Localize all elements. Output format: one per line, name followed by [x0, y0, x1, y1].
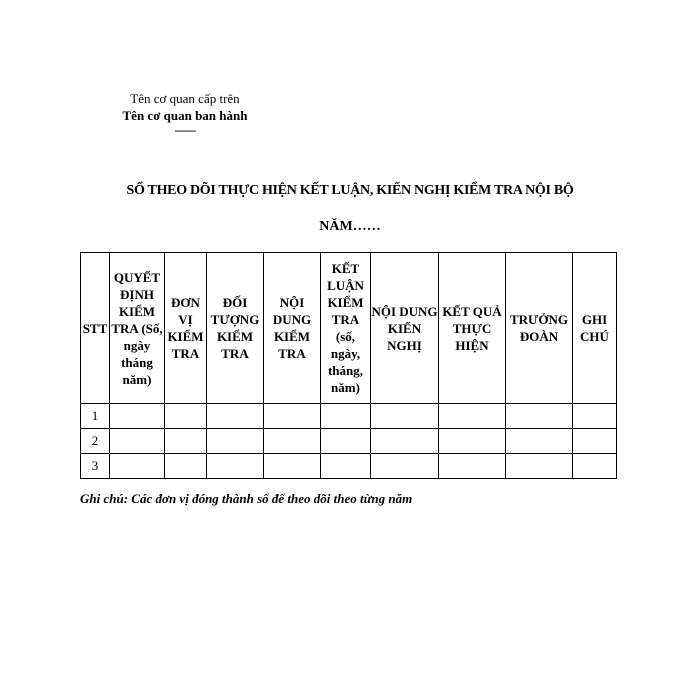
table-cell — [371, 454, 439, 479]
issuing-agency-name: Tên cơ quan ban hành — [122, 108, 248, 123]
table-header-row — [81, 253, 617, 404]
tracking-table — [80, 252, 617, 479]
table-cell — [439, 454, 506, 479]
table-cell — [207, 429, 264, 454]
table-cell — [165, 429, 207, 454]
col-header-inspection-conclusion: KẾT LUẬN KIỂM TRA (số, ngày, tháng, năm) — [321, 253, 371, 404]
table-cell — [439, 404, 506, 429]
table-cell — [573, 404, 617, 429]
document-header — [100, 90, 270, 136]
table-cell — [439, 429, 506, 454]
col-header-stt: STT — [81, 253, 110, 404]
col-header-notes: GHI CHÚ — [573, 253, 617, 404]
document-title: SỔ THEO DÕI THỰC HIỆN KẾT LUẬN, KIẾN NGHỊ KIỂM TRA NỘI BỘ — [126, 183, 574, 198]
table-cell — [110, 404, 165, 429]
footnote: Ghi chú: Các đơn vị đóng thành sổ để theo dõi theo từng năm — [80, 491, 413, 506]
table-cell — [573, 454, 617, 479]
col-header-inspecting-unit: ĐƠN VỊ KIỂM TRA — [165, 253, 207, 404]
table-row — [81, 429, 617, 454]
header-separator: ------- — [174, 123, 196, 137]
year-line: NĂM…… — [319, 219, 381, 234]
table-cell — [207, 404, 264, 429]
table-cell — [321, 429, 371, 454]
table-cell — [207, 454, 264, 479]
table-cell — [506, 454, 573, 479]
superior-agency-name: Tên cơ quan cấp trên — [130, 91, 240, 106]
row-stt-cell: 2 — [81, 429, 110, 454]
table-cell — [264, 404, 321, 429]
col-header-inspection-content: NỘI DUNG KIỂM TRA — [264, 253, 321, 404]
table-cell — [110, 454, 165, 479]
col-header-inspection-decision: QUYẾT ĐỊNH KIỂM TRA (Số, ngày tháng năm) — [110, 253, 165, 404]
table-cell — [321, 454, 371, 479]
col-header-implementation-result: KẾT QUẢ THỰC HIỆN — [439, 253, 506, 404]
row-stt-cell: 3 — [81, 454, 110, 479]
table-cell — [573, 429, 617, 454]
table-cell — [506, 404, 573, 429]
col-header-recommendation-content: NỘI DUNG KIẾN NGHỊ — [371, 253, 439, 404]
table-cell — [264, 454, 321, 479]
table-cell — [371, 404, 439, 429]
col-header-inspected-subject: ĐỐI TƯỢNG KIỂM TRA — [207, 253, 264, 404]
table-cell — [321, 404, 371, 429]
row-stt-cell: 1 — [81, 404, 110, 429]
table-row — [81, 454, 617, 479]
table-cell — [506, 429, 573, 454]
table-cell — [110, 429, 165, 454]
table-cell — [264, 429, 321, 454]
table-cell — [165, 404, 207, 429]
table-row — [81, 404, 617, 429]
col-header-team-leader: TRƯỞNG ĐOÀN — [506, 253, 573, 404]
table-cell — [371, 429, 439, 454]
table-cell — [165, 454, 207, 479]
